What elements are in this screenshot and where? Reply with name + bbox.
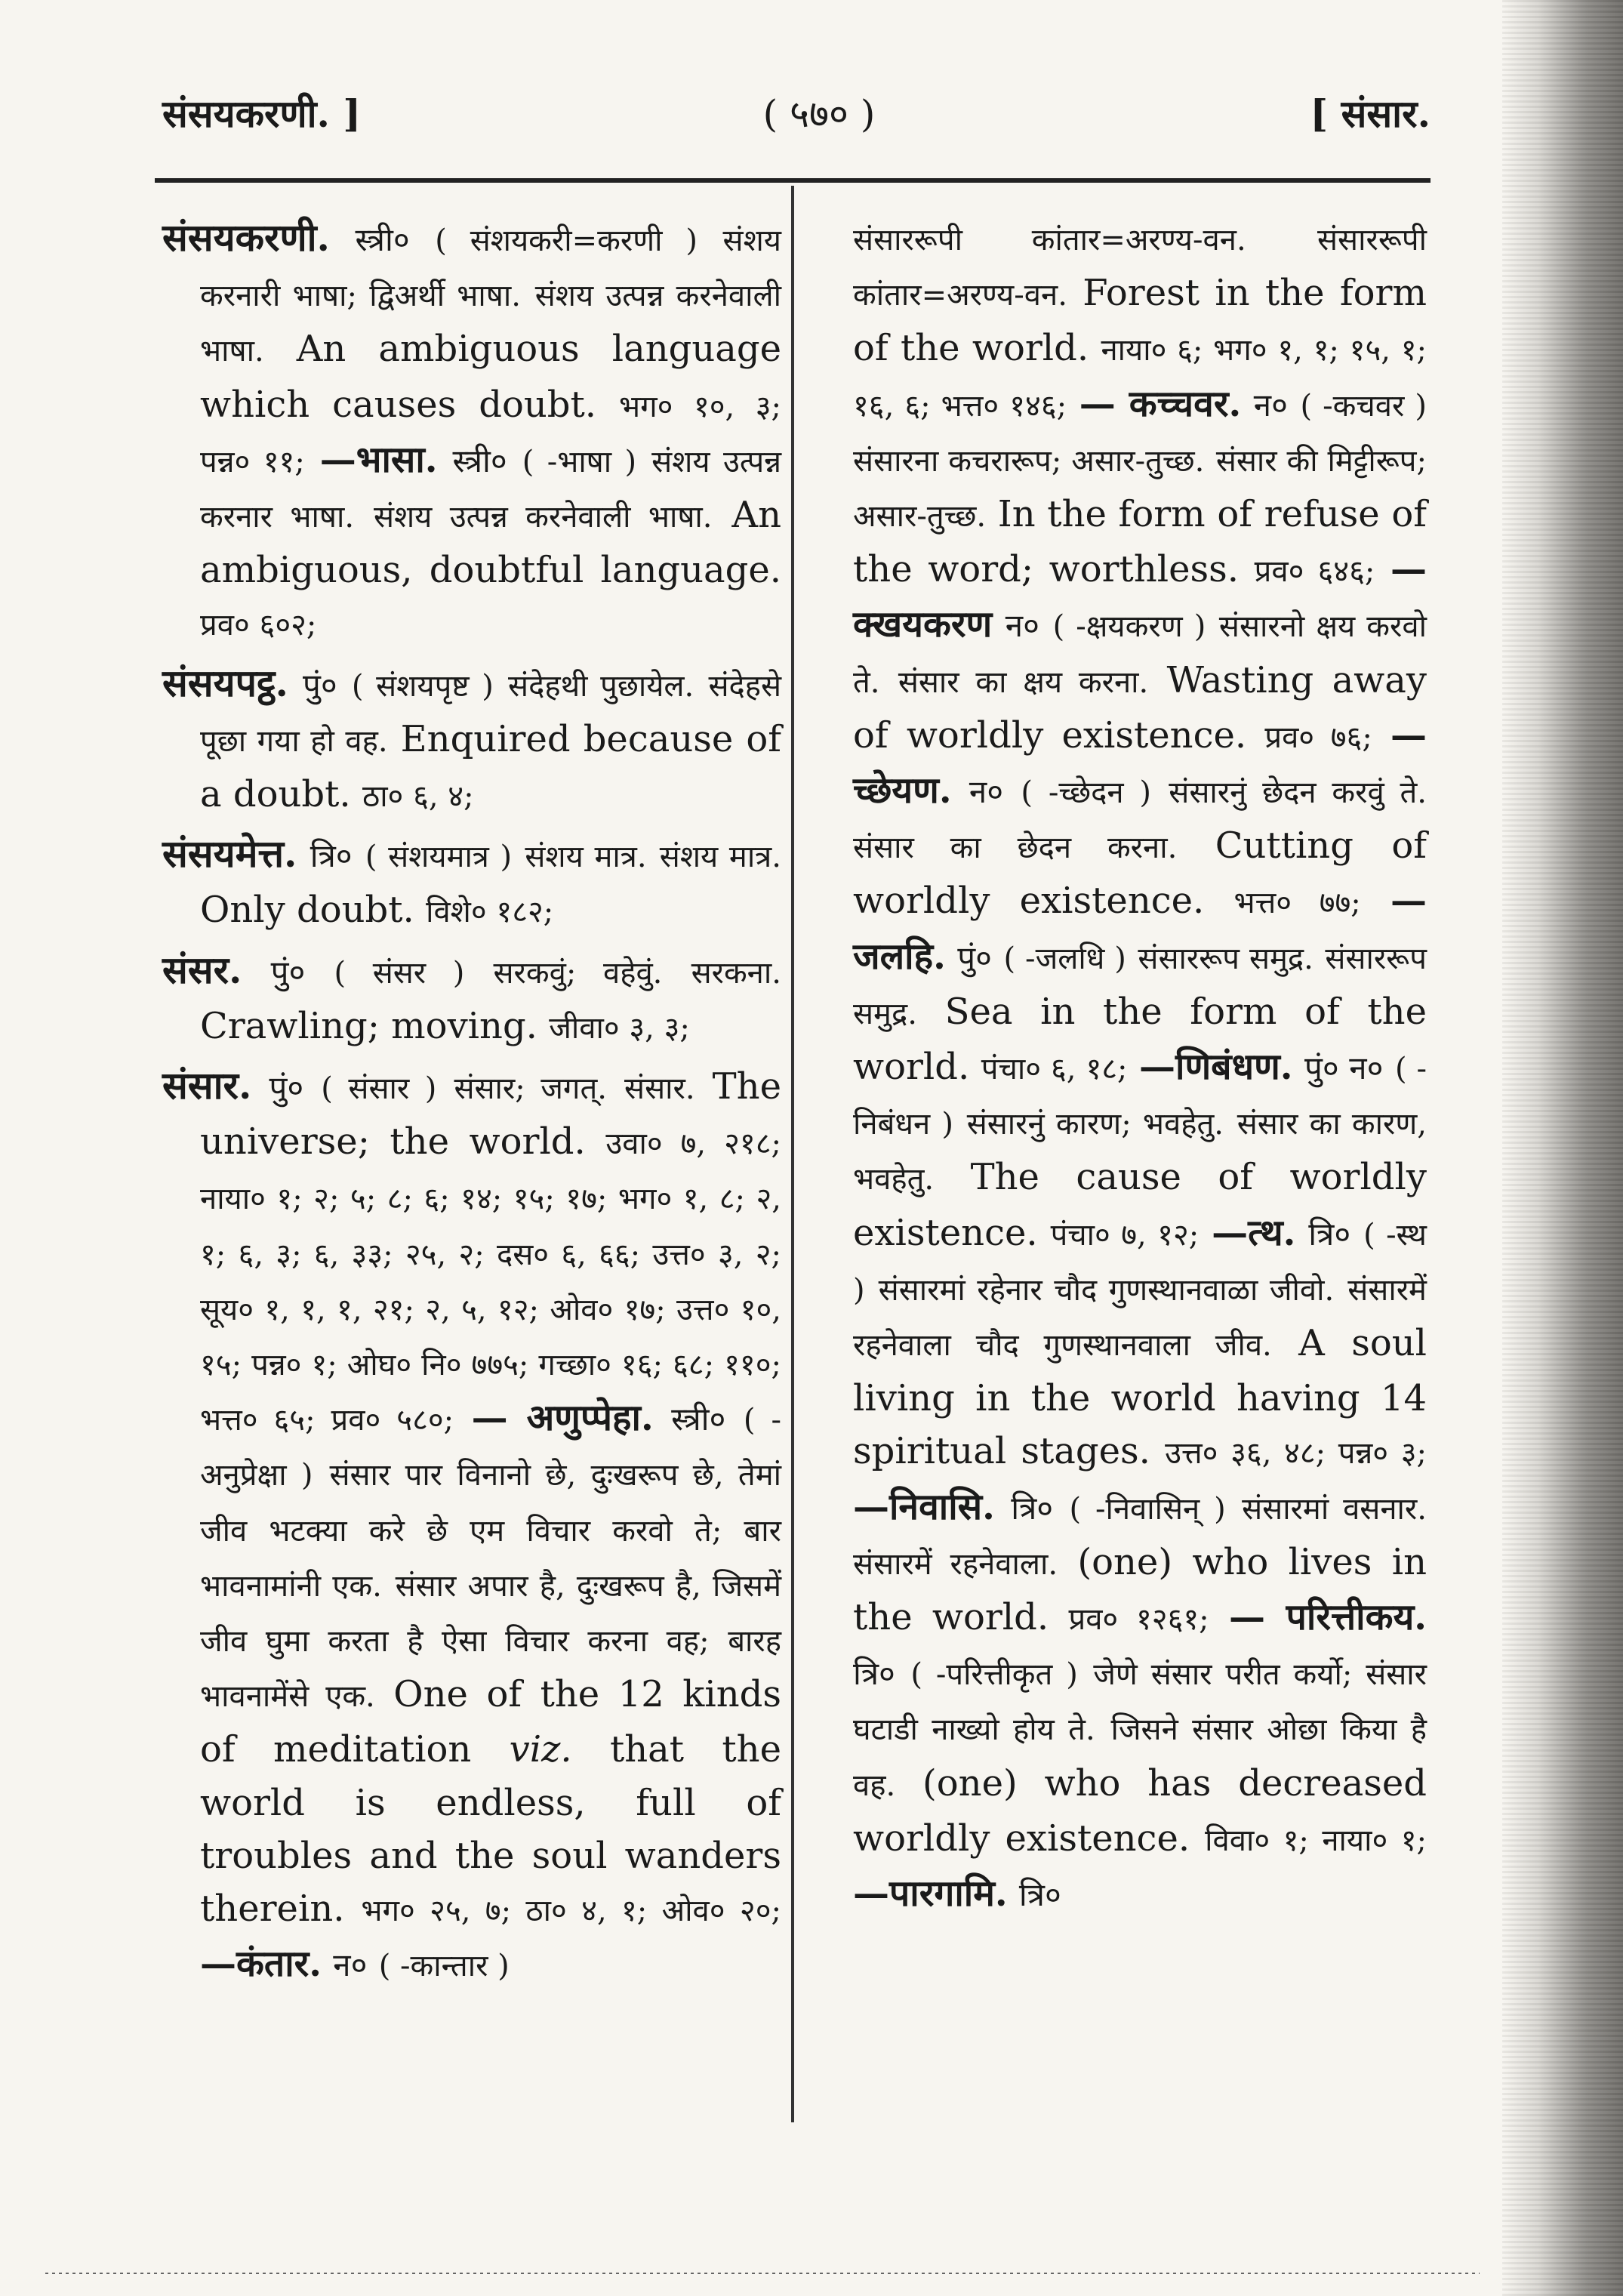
header-right-guideword: [ संसार. — [1310, 91, 1431, 136]
entry-sansayakarani: संसयकरणी. स्त्री० ( संशयकरी=करणी ) संशय करनारी भाषा; द्विअर्थी भाषा. संशय उत्पन्न करनेवाली भाषा. An ambiguous language which causes doubt. भग० १०, ३; पन्न० ११; —भासा. स्त्री० ( -भाषा ) संशय उत्पन्न करनार भाषा. संशय उत्पन्न करनेवाली भाषा. An ambiguous, doubtful language. प्रव० ६०२; — [162, 215, 782, 643]
entry-sansayapattha: संसयपट्ठ. पुं० ( संशयपृष्ट ) संदेहथी पुछायेल. संदेहसे पूछा गया हो वह. Enquired because of a doubt. ठा० ६, ४; — [162, 660, 781, 816]
entry-sansayametta: संसयमेत्त. त्रि० ( संशयमात्र ) संशय मात्र. संशय मात्र. Only doubt. विशे० १८२; — [162, 831, 781, 932]
header-left-guideword: संसयकरणी. ] — [162, 91, 362, 136]
bottom-scan-line — [45, 2273, 1480, 2274]
left-column — [162, 211, 781, 1998]
page-edge-shadow — [1502, 0, 1623, 2296]
entry-kantara-continued: संसाररूपी कांतार=अरण्य-वन. संसाररूपी कांतार=अरण्य-वन. Forest in the form of the world. नाया० ६; भग० १, १; १५, १; १६, ६; भत्त० १४६; — कच्चवर. न० ( -कचवर ) संसारना कचरारूप; असार-तुच्छ. संसार की मिट्टीरूप; असार-तुच्छ. In the form of refuse of the word; worthless. प्रव० ६४६; —क्खयकरण न० ( -क्षयकरण ) संसारनो क्षय करवो ते. संसार का क्षय करना. Wasting away of worldly existence. प्रव० ७६; —च्छेयण. न० ( -च्छेदन ) संसारनुं छेदन करवुं ते. संसार का छेदन करना. Cutting of worldly existence. भत्त० ७७; —जलहि. पुं० ( -जलधि ) संसाररूप समुद्र. संसाररूप समुद्र. Sea in the form of the world. पंचा० ६, १८; —णिबंधण. पुं० न० ( -निबंधन ) संसारनुं कारण; भवहेतु. संसार का कारण, भवहेतु. The cause of worldly existence. पंचा० ७, १२; —त्थ. त्रि० ( -स्थ ) संसारमां रहेनार चौद गुणस्थानवाळा जीवो. संसारमें रहनेवाला चौद गुणस्थानवाला जीव. A soul living in the world having 14 spiritual stages. उत्त० ३६, ४८; पन्न० ३; —निवासि. त्रि० ( -निवासिन् ) संसारमां वसनार. संसारमें रहनेवाला. (one) who lives in the world. प्रव० १२६१; — परित्तीकय. त्रि० ( -परित्तीकृत ) जेणे संसार परीत कर्यो; संसार घटाडी नाख्यो होय ते. जिसने संसार ओछा किया है वह. (one) who has decreased worldly existence. विवा० १; नाया० १; —पारगामि. त्रि० — [853, 223, 1427, 1915]
right-column — [853, 211, 1427, 1922]
header-rule — [155, 178, 1431, 183]
column-divider — [791, 186, 794, 2122]
entry-sansara-world: संसार. पुं० ( संसार ) संसार; जगत्. संसार. The universe; the world. उवा० ७, २१८; नाया० १; २; ५; ८; ६; १४; १५; १७; भग० १, ८; २, १; ६, ३; ६, ३३; २५, २; दस० ६, ६६; उत्त० ३, २; सूय० १, १, १, २१; २, ५, १२; ओव० १७; उत्त० १०, १५; पन्न० १; ओघ० नि० ७७५; गच्छा० १६; ६८; ११०; भत्त० ६५; प्रव० ५८०; — अणुप्पेहा. स्त्री० ( -अनुप्रेक्षा ) संसार पार विनानो छे, दुःखरूप छे, तेमां जीव भटक्या करे छे एम विचार करवो ते; बार भावनामांनी एक. संसार अपार है, दुःखरूप है, जिसमें जीव घुमा करता है ऐसा विचार करना वह; बारह भावनामेंसे एक. One of the 12 kinds of meditation viz. that the world is endless, full of troubles and the soul wanders therein. भग० २५, ७; ठा० ४, १; ओव० २०; —कंतार. न० ( -कान्तार ) — [162, 1063, 782, 1986]
page-number: ( ५७० ) — [762, 92, 876, 136]
entry-sansara-crawling: संसर. पुं० ( संसर ) सरकवुं; वहेवुं. सरकना. Crawling; moving. जीवा० ३, ३; — [162, 947, 781, 1047]
page-header — [162, 87, 1431, 147]
